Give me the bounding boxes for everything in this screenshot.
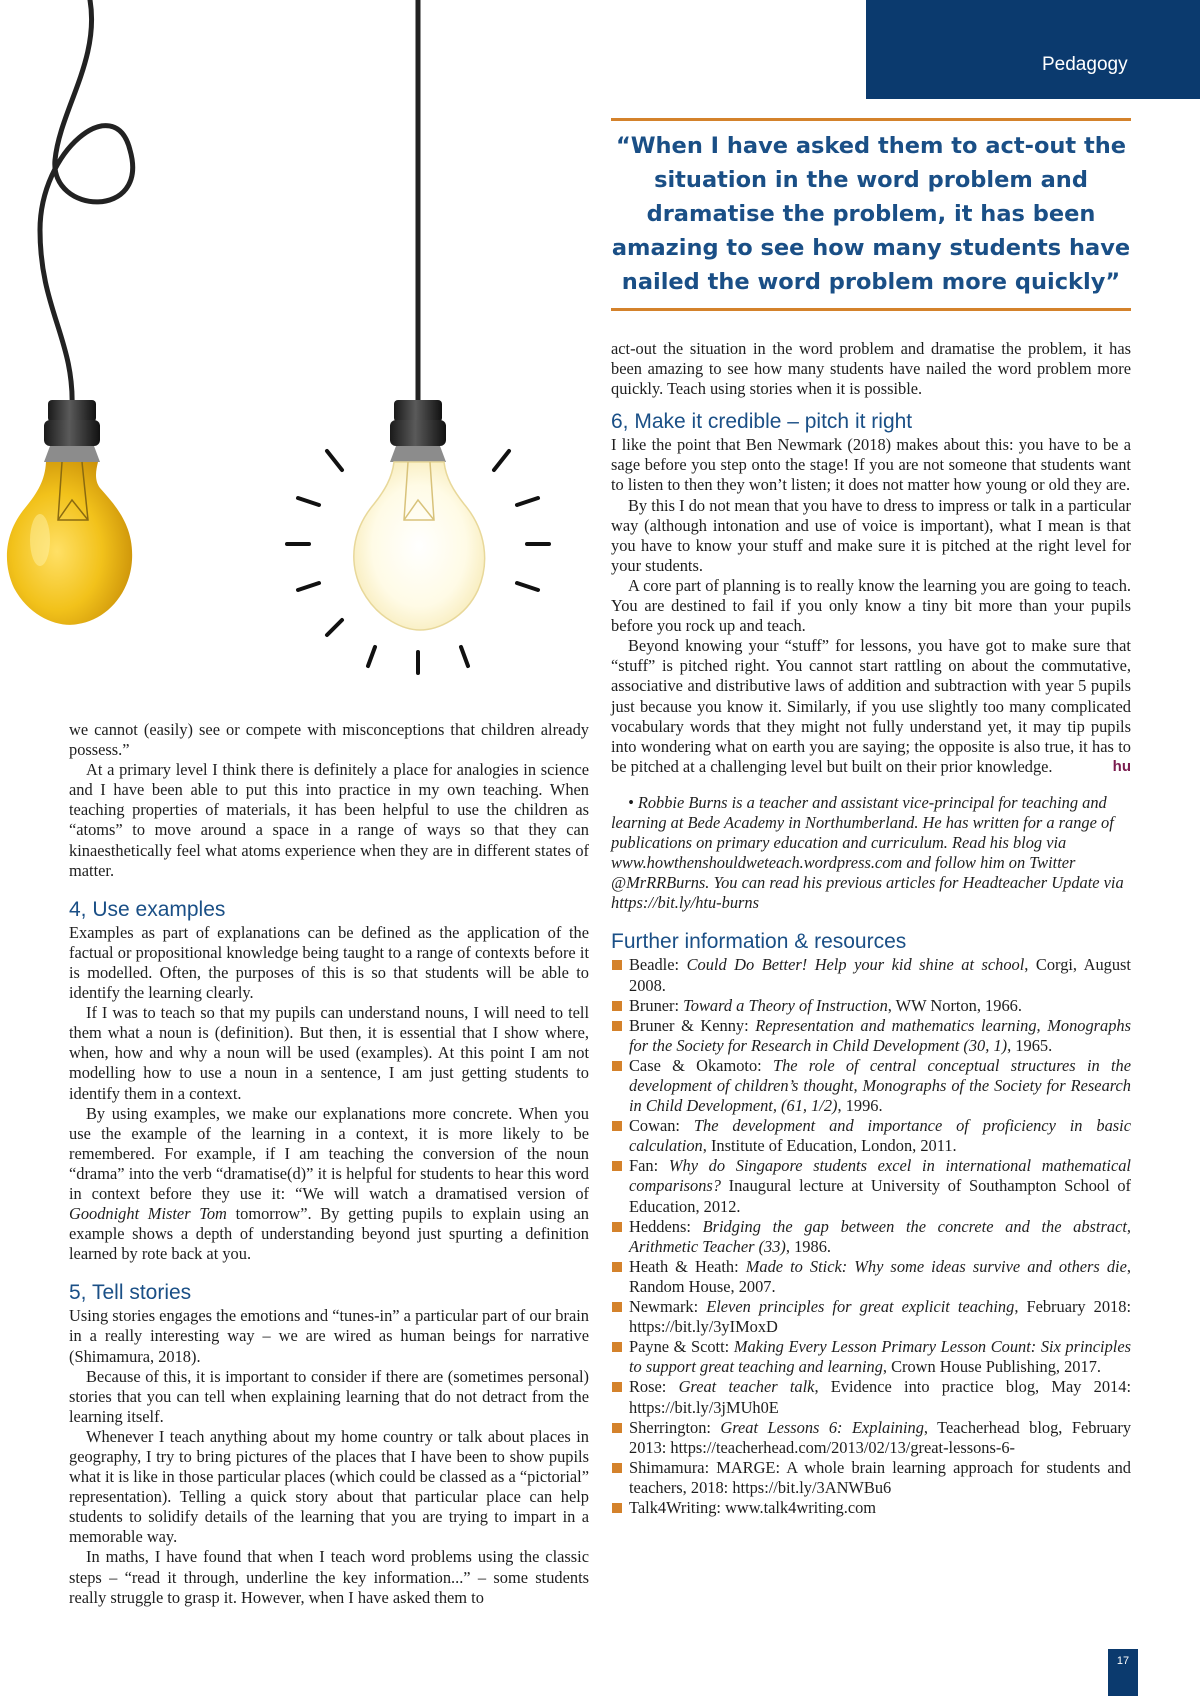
reference-item: Rose: Great teacher talk, Evidence into practice blog, May 2014: https://bit.ly/3jMUh0E	[611, 1377, 1131, 1417]
reference-item: Beadle: Could Do Better! Help your kid shine at school, Corgi, August 2008.	[611, 955, 1131, 995]
right-bulb-icon	[354, 0, 485, 630]
reference-item: Bruner & Kenny: Representation and mathematics learning, Monographs for the Society for Research in Child Development (30, 1), 1965.	[611, 1016, 1131, 1056]
left-column	[69, 720, 589, 1608]
paragraph: If I was to teach so that my pupils can understand nouns, I will need to tell them what a noun is (definition). But then, it is essential that I show where, when, how and why a noun will be used (examples). At this point I am not modelling how to use a noun in a sentence, I am just getting students to identify them in a context.	[69, 1003, 589, 1103]
reference-item: Heath & Heath: Made to Stick: Why some ideas survive and others die, Random House, 2007.	[611, 1257, 1131, 1297]
heading-make-it-credible: 6, Make it credible – pitch it right	[611, 410, 913, 434]
reference-item: Fan: Why do Singapore students excel in international mathematical comparisons? Inaugural lecture at University of Southampton School of Education, 2012.	[611, 1156, 1131, 1216]
page-number: 17	[1108, 1649, 1138, 1696]
reference-item: Shimamura: MARGE: A whole brain learning approach for students and teachers, 2018: https://bit.ly/3ANWBu6	[611, 1458, 1131, 1498]
reference-item: Payne & Scott: Making Every Lesson Primary Lesson Count: Six principles to support great teaching and learning, Crown House Publishing, 2017.	[611, 1337, 1131, 1377]
pull-quote: “When I have asked them to act-out the situation in the word problem and dramatise the problem, it has been amazing to see how many students have nailed the word problem more quickly”	[611, 118, 1131, 311]
reference-item: Case & Okamoto: The role of central conceptual structures in the development of children’s thought, Monographs of the Society for Research in Child Development, (61, 1/2), 1996.	[611, 1056, 1131, 1116]
paragraph: Because of this, it is important to consider if there are (sometimes personal) stories that you can tell when explaining learning that do not detract from the learning itself.	[69, 1366, 589, 1426]
reference-item: Talk4Writing: www.talk4writing.com	[611, 1498, 1131, 1518]
heading-tell-stories: 5, Tell stories	[69, 1281, 192, 1305]
section-label: Pedagogy	[1042, 54, 1128, 75]
heading-use-examples: 4, Use examples	[69, 897, 226, 921]
reference-item: Cowan: The development and importance of proficiency in basic calculation, Institute of Education, London, 2011.	[611, 1116, 1131, 1156]
section-tab	[866, 0, 1200, 99]
heading-further-information: Further information & resources	[611, 930, 907, 954]
reference-item: Heddens: Bridging the gap between the concrete and the abstract, Arithmetic Teacher (33), 1986.	[611, 1217, 1131, 1257]
reference-item: Newmark: Eleven principles for great explicit teaching, February 2018: https://bit.ly/3yIMoxD	[611, 1297, 1131, 1337]
left-bulb-icon	[7, 0, 133, 625]
author-bio: • Robbie Burns is a teacher and assistant vice-principal for teaching and learning at Bede Academy in Northumberland. He has written for a range of publications on primary education and curriculum. Read his blog via www.howthenshouldweteach.wordpress.com and follow him on Twitter @MrRRBurns. You can read his previous articles for Headteacher Update via https://bit.ly/htu-burns	[611, 792, 1124, 913]
reference-item: Sherrington: Great Lessons 6: Explaining, Teacherhead blog, February 2013: https://teacherhead.com/2013/02/13/great-lessons-6-	[611, 1418, 1131, 1458]
paragraph: In maths, I have found that when I teach word problems using the classic steps – “read it through, underline the key information...” – some students really struggle to grasp it. However, when I have asked them to	[69, 1547, 589, 1607]
end-of-article-mark: hu	[1112, 757, 1131, 775]
paragraph: At a primary level I think there is definitely a place for analogies in science and I have been able to put this into practice in my own teaching. When teaching properties of materials, it has been helpful to use the children as “atoms” to move around a space in a range of ways so that they can kinaesthetically feel what atoms experience when they are in different states of matter.	[69, 760, 589, 880]
book-title: Goodnight Mister Tom	[69, 1204, 227, 1224]
paragraph: act-out the situation in the word problem and dramatise the problem, it has been amazing to see how many students have nailed the word problem more quickly. Teach using stories when it is possible.	[611, 339, 1131, 399]
paragraph: Whenever I teach anything about my home country or talk about places in geography, I try to bring pictures of the places that I have been to show pupils what it is like in those particular places (which could be classed as a “pictorial” representation). Telling a quick story about that particular place can help students to solidify details of the learning that you are trying to impart in a memorable way.	[69, 1426, 589, 1547]
reference-item: Bruner: Toward a Theory of Instruction, WW Norton, 1966.	[611, 996, 1131, 1016]
right-column	[611, 339, 1131, 1518]
paragraph: Examples as part of explanations can be defined as the application of the factual or propositional knowledge being taught to a range of contexts before it is modelled. Often, the purposes of this is so that students will be able to identify the learning clearly.	[69, 922, 589, 1003]
reference-list	[611, 955, 1131, 1518]
paragraph: we cannot (easily) see or compete with misconceptions that children already possess.”	[69, 720, 589, 760]
light-bulbs-illustration	[0, 0, 600, 700]
paragraph: I like the point that Ben Newmark (2018) makes about this: you have to be a sage before you step onto the stage! If you are not someone that students want to listen to then they won’t listen; it does not matter how young or old they are.	[611, 435, 1131, 495]
paragraph: Beyond knowing your “stuff” for lessons, you have got to make sure that “stuff” is pitched right. You cannot start rattling on about the commutative, associative and distributive laws of addition and subtraction with year 5 pupils just because you know it. Similarly, if you use slightly too many complicated vocabulary words that they might not fully understand yet, it may tip pupils into wondering what on earth you are saying; the opposite is also true, it has to be pitched at a challenging level but built on their prior knowledge. hu	[611, 636, 1131, 776]
paragraph: A core part of planning is to really know the learning you are going to teach. You are destined to fail if you only know a tiny bit more than your pupils before you rock up and teach.	[611, 575, 1131, 636]
paragraph: By this I do not mean that you have to dress to impress or talk in a particular way (although intonation and use of voice is important), what I mean is that you have to know your stuff and make sure it is pitched at the right level for your students.	[611, 495, 1131, 575]
paragraph: By using examples, we make our explanations more concrete. When you use the example of the learning in a context, it is more likely to be remembered. For example, if I am teaching the conversion of the noun “drama” into the verb “dramatise(d)” it is helpful for students to hear this word in context before they use it: “We will watch a dramatised version of Goodnight Mister Tom tomorrow”. By getting pupils to explain using an example shows a depth of understanding beyond just spurting a definition learned by rote back at you.	[69, 1103, 590, 1264]
paragraph: Using stories engages the emotions and “tunes-in” a particular part of our brain in a really interesting way – we are wired as human beings for narrative (Shimamura, 2018).	[69, 1306, 589, 1366]
